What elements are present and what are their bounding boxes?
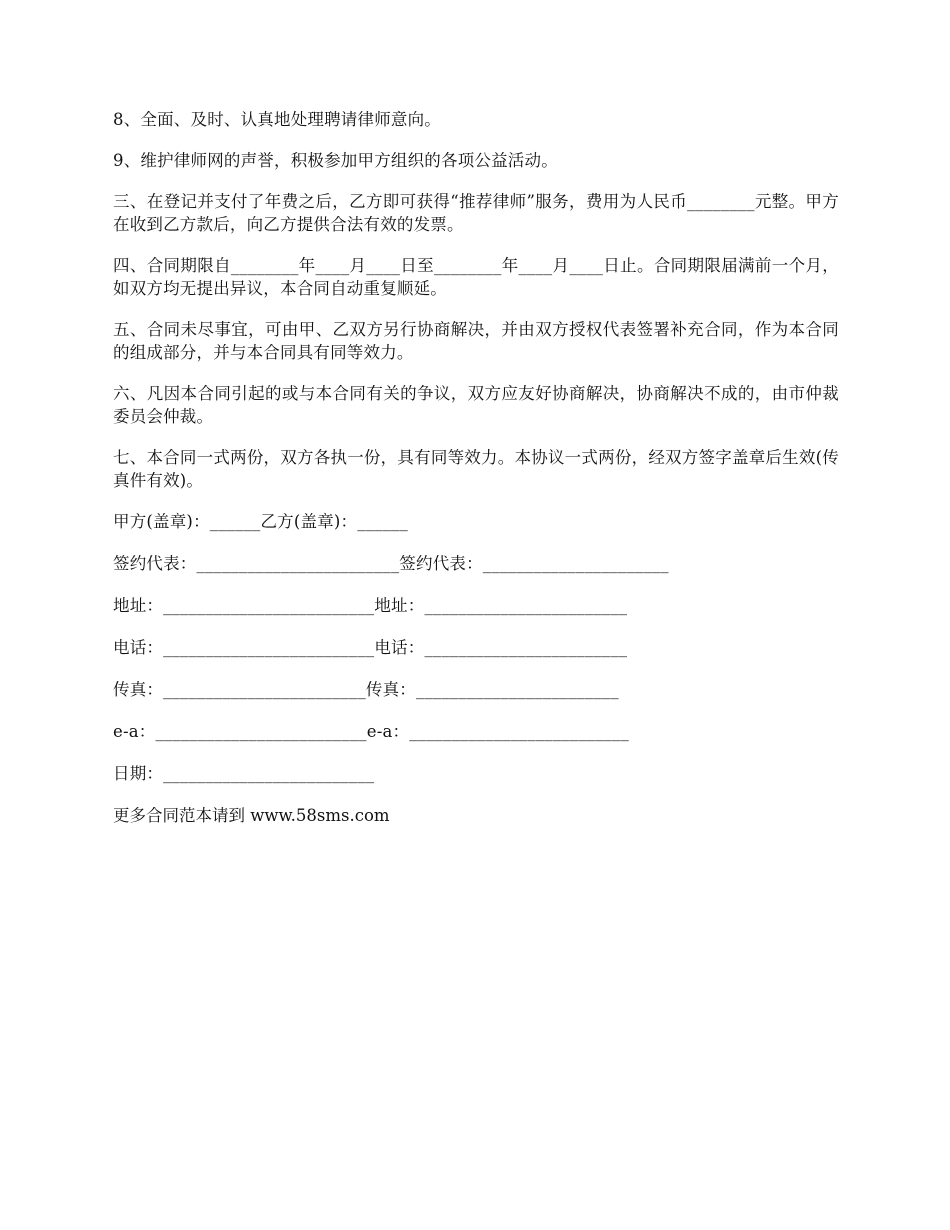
contract-page	[113, 108, 839, 827]
clause-9: 9、维护律师网的声誉，积极参加甲方组织的各项公益活动。	[113, 151, 558, 170]
signature-email-line: e-a：_________________________e-a：__________________________	[113, 722, 629, 741]
clause-dispute: 六、凡因本合同引起的或与本合同有关的争议，双方应友好协商解决，协商解决不成的，由市仲裁委员会仲裁。	[113, 384, 839, 426]
clause-8: 8、全面、及时、认真地处理聘请律师意向。	[113, 110, 441, 129]
signature-representative-line: 签约代表：________________________签约代表：______________________	[113, 554, 669, 573]
footer-note: 更多合同范本请到 www.58sms.com	[113, 806, 390, 825]
signature-date-line: 日期：_________________________	[113, 764, 375, 783]
signature-seal-line: 甲方(盖章)：______乙方(盖章)：______	[113, 512, 408, 531]
signature-fax-line: 传真：________________________传真：________________________	[113, 680, 619, 699]
clause-term: 四、合同期限自________年____月____日至________年____月____日止。合同期限届满前一个月，如双方均无提出异议，本合同自动重复顺延。	[113, 256, 839, 298]
clause-fee: 三、在登记并支付了年费之后，乙方即可获得“推荐律师”服务，费用为人民币________元整。甲方在收到乙方款后，向乙方提供合法有效的发票。	[113, 192, 839, 234]
signature-address-line: 地址：_________________________地址：________________________	[113, 596, 628, 615]
clause-supplement: 五、合同未尽事宜，可由甲、乙双方另行协商解决，并由双方授权代表签署补充合同，作为本合同的组成部分，并与本合同具有同等效力。	[113, 320, 839, 362]
clause-copies: 七、本合同一式两份，双方各执一份，具有同等效力。本协议一式两份，经双方签字盖章后生效(传真件有效)。	[113, 448, 839, 490]
signature-phone-line: 电话：_________________________电话：________________________	[113, 638, 628, 657]
